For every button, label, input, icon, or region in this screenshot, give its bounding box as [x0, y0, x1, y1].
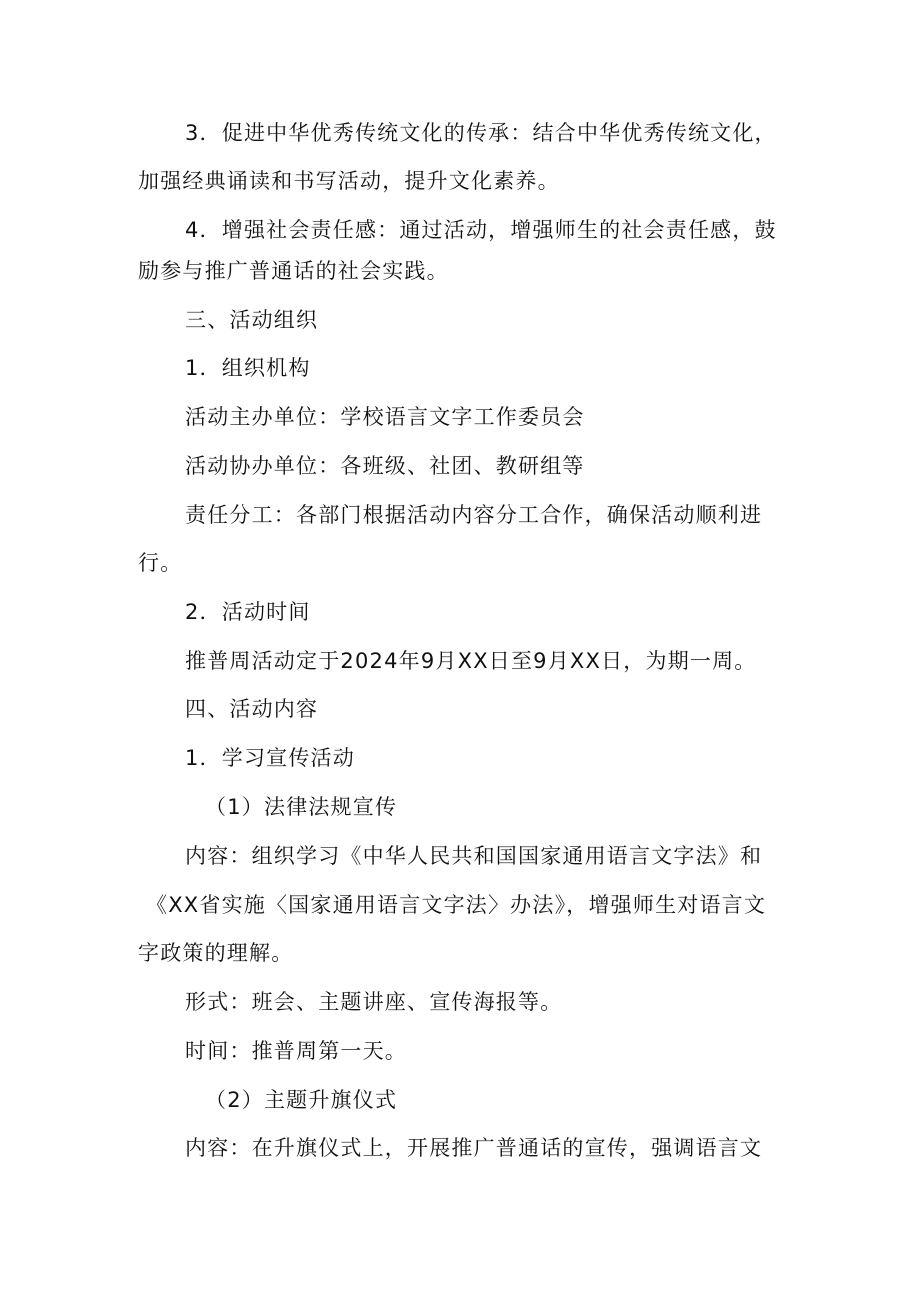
paragraph-line-law-form: 形式：班会、主题讲座、宣传海报等。 — [185, 990, 563, 1014]
paragraph-line-item3-end: 加强经典诵读和书写活动，提升文化素养。 — [138, 169, 560, 193]
paragraph-line-item4-end: 励参与推广普通话的社会实践。 — [138, 259, 449, 283]
paragraph-line-item4-start: 4．增强社会责任感：通过活动，增强师生的社会责任感，鼓 — [185, 218, 777, 242]
paragraph-line-time: 推普周活动定于2024年9月XX日至9月XX日，为期一周。 — [185, 649, 757, 673]
paragraph-line-item3-start: 3．促进中华优秀传统文化的传承：结合中华优秀传统文化， — [185, 121, 777, 145]
paragraph-line-responsibility-start: 责任分工：各部门根据活动内容分工合作，确保活动顺利进 — [185, 503, 763, 527]
paragraph-line-law-content-2: 《XX省实施〈国家通用语言文字法〉办法》，增强师生对语言文 — [146, 893, 767, 917]
subheading-learning-promotion: 1．学习宣传活动 — [185, 746, 355, 770]
subheading-law-promotion: （1）法律法规宣传 — [205, 795, 398, 819]
subheading-flag-ceremony: （2）主题升旗仪式 — [205, 1088, 398, 1112]
section-heading-activity-content: 四、活动内容 — [185, 697, 319, 721]
paragraph-line-responsibility-end: 行。 — [138, 551, 183, 575]
paragraph-line-law-content-1: 内容：组织学习《中华人民共和国国家通用语言文字法》和 — [185, 844, 763, 868]
subheading-organization-structure: 1．组织机构 — [185, 356, 311, 380]
paragraph-line-law-time: 时间：推普周第一天。 — [185, 1039, 407, 1063]
paragraph-line-host: 活动主办单位：学校语言文字工作委员会 — [185, 405, 585, 429]
paragraph-line-co-host: 活动协办单位：各班级、社团、教研组等 — [185, 454, 585, 478]
paragraph-line-law-content-3: 字政策的理解。 — [138, 941, 294, 965]
subheading-activity-time: 2．活动时间 — [185, 600, 311, 624]
section-heading-activity-organization: 三、活动组织 — [185, 308, 319, 332]
paragraph-line-flag-content: 内容：在升旗仪式上，开展推广普通话的宣传，强调语言文 — [185, 1136, 763, 1160]
